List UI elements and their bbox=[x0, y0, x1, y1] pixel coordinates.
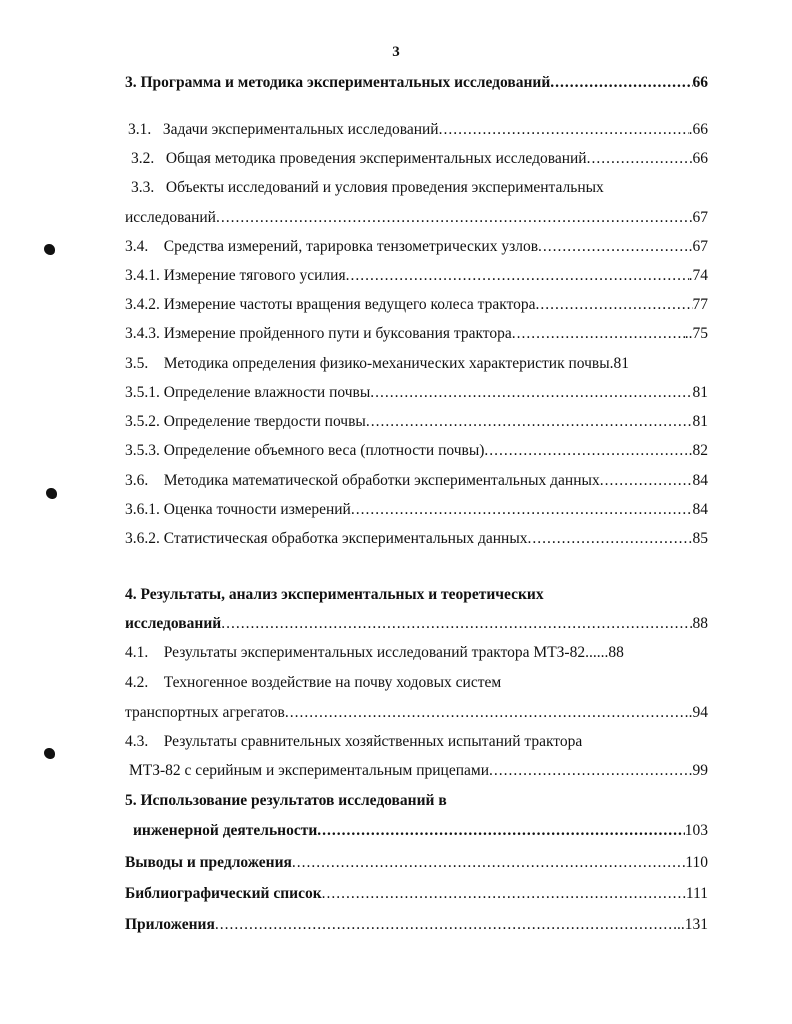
toc-leader bbox=[538, 236, 689, 258]
toc-entry-page: ...131 bbox=[673, 916, 708, 933]
toc-entry-title: 3.6.1. Оценка точности измерений bbox=[125, 501, 351, 518]
toc-entry-title: МТЗ-82 с серийным и экспериментальным прицепами bbox=[129, 762, 490, 779]
toc-leader bbox=[317, 820, 684, 842]
toc-leader bbox=[600, 470, 693, 492]
toc-entry-page: 77 bbox=[692, 296, 708, 313]
toc-entry-page: 103 bbox=[684, 822, 708, 839]
toc-entry-page: 81 bbox=[692, 413, 708, 430]
toc-entry-title: 3.1. Задачи экспериментальных исследований bbox=[128, 121, 439, 138]
toc-entry-title: Выводы и предложения bbox=[125, 854, 292, 871]
toc-entry-title: исследований bbox=[125, 209, 216, 226]
scan-mark bbox=[44, 244, 55, 255]
toc-entry bbox=[125, 72, 708, 94]
toc-entry-title: 4.3. Результаты сравнительных хозяйственных испытаний трактора bbox=[125, 733, 583, 750]
toc-entry-page: 85 bbox=[692, 530, 708, 547]
toc-entry bbox=[125, 265, 708, 287]
toc-entry-page: .99 bbox=[688, 762, 708, 779]
toc-entry bbox=[125, 642, 708, 664]
toc-entry-title: 3.5.2. Определение твердости почвы bbox=[125, 413, 366, 430]
toc-entry-page: .94 bbox=[688, 704, 708, 721]
toc-entry bbox=[125, 207, 708, 229]
toc-leader bbox=[346, 265, 689, 287]
toc-entry bbox=[125, 852, 708, 874]
toc-entry-title: 3.6. Методика математической обработки экспериментальных данных bbox=[125, 472, 600, 489]
toc-entry-title: исследований bbox=[125, 615, 222, 632]
toc-entry bbox=[125, 177, 708, 199]
toc-entry bbox=[125, 760, 708, 782]
toc-leader bbox=[366, 411, 693, 433]
toc-entry-page: 81 bbox=[692, 384, 708, 401]
toc-entry-title: 3.6.2. Статистическая обработка экспериментальных данных bbox=[125, 530, 528, 547]
toc-leader bbox=[285, 702, 689, 724]
toc-entry-page: 110 bbox=[685, 854, 708, 871]
toc-entry-title: инженерной деятельности bbox=[133, 822, 318, 839]
toc-entry bbox=[125, 236, 708, 258]
toc-entry bbox=[125, 440, 708, 462]
toc-leader bbox=[587, 148, 693, 170]
toc-entry-title: 5. Использование результатов исследований в bbox=[125, 792, 447, 809]
toc-leader bbox=[351, 499, 693, 521]
scan-mark bbox=[46, 488, 57, 499]
toc-entry-page: ......88 bbox=[585, 644, 624, 661]
toc-entry-title: Приложения bbox=[125, 916, 215, 933]
toc-entry bbox=[125, 323, 708, 345]
toc-leader bbox=[484, 440, 688, 462]
toc-entry-page: .66 bbox=[688, 121, 708, 138]
toc-entry-title: 3.5. Методика определения физико-механических характеристик почвы.81 bbox=[125, 355, 630, 372]
toc-entry bbox=[125, 702, 708, 724]
toc-entry bbox=[125, 499, 708, 521]
toc-entry bbox=[125, 672, 708, 694]
toc-entry-title: Библиографический список bbox=[125, 885, 322, 902]
toc-entry-page: 84 bbox=[692, 472, 708, 489]
toc-entry-title: 3.4.1. Измерение тягового усилия bbox=[125, 267, 346, 284]
toc-leader bbox=[215, 914, 673, 936]
toc-entry bbox=[125, 731, 708, 753]
toc-entry bbox=[125, 820, 708, 842]
toc-entry-page: .74 bbox=[688, 267, 708, 284]
toc-leader bbox=[512, 323, 685, 345]
toc-leader bbox=[322, 883, 686, 905]
toc-entry bbox=[125, 411, 708, 433]
toc-entry-page: 84 bbox=[692, 501, 708, 518]
toc-leader bbox=[370, 382, 692, 404]
toc-entry bbox=[125, 382, 708, 404]
toc-entry-title: 3.5.1. Определение влажности почвы bbox=[125, 384, 371, 401]
toc-leader bbox=[292, 852, 685, 874]
toc-entry-title: 4. Результаты, анализ экспериментальных и теоретических bbox=[125, 586, 544, 603]
toc-entry-title: 3.4.2. Измерение частоты вращения ведущего колеса трактора bbox=[125, 296, 536, 313]
toc-entry-title: 4.1. Результаты экспериментальных исследований трактора МТЗ-82 bbox=[125, 644, 586, 661]
toc-entry-page: 67 bbox=[692, 209, 708, 226]
toc-entry bbox=[125, 148, 708, 170]
toc-entry-page: .67 bbox=[688, 238, 708, 255]
toc-entry-title: 3.2. Общая методика проведения экспериментальных исследований bbox=[131, 150, 587, 167]
toc-entry-title: 3. Программа и методика экспериментальных исследований bbox=[125, 74, 551, 91]
toc-entry-page: .82 bbox=[688, 442, 708, 459]
toc-leader bbox=[489, 760, 689, 782]
toc-entry bbox=[125, 790, 708, 812]
scan-mark bbox=[44, 748, 55, 759]
toc-entry bbox=[125, 119, 708, 141]
toc-entry-title: 3.4.3. Измерение пройденного пути и буксования трактора bbox=[125, 325, 512, 342]
toc-entry-page: 88 bbox=[692, 615, 708, 632]
toc-leader bbox=[536, 294, 693, 316]
toc-entry-title: 3.3. Объекты исследований и условия проведения экспериментальных bbox=[131, 179, 604, 196]
toc-entry bbox=[125, 528, 708, 550]
toc-entry bbox=[125, 584, 708, 606]
toc-entry-title: 3.5.3. Определение объемного веса (плотности почвы) bbox=[125, 442, 485, 459]
toc-entry bbox=[125, 294, 708, 316]
toc-entry-title: транспортных агрегатов bbox=[125, 704, 285, 721]
page-number: 3 bbox=[392, 44, 400, 60]
toc-entry bbox=[125, 613, 708, 635]
toc-entry-page: ..75 bbox=[684, 325, 708, 342]
toc-entry-page: 66 bbox=[692, 74, 708, 91]
toc-leader bbox=[216, 207, 693, 229]
toc-leader bbox=[528, 528, 693, 550]
toc-leader bbox=[550, 72, 692, 94]
toc-entry-page: 111 bbox=[685, 885, 708, 902]
toc-entry-title: 3.4. Средства измерений, тарировка тензометрических узлов bbox=[125, 238, 539, 255]
toc-entry-page: 66 bbox=[692, 150, 708, 167]
toc-leader bbox=[439, 119, 689, 141]
toc-entry bbox=[125, 914, 708, 936]
toc-entry bbox=[125, 353, 708, 375]
toc-leader bbox=[221, 613, 692, 635]
toc-entry bbox=[125, 470, 708, 492]
toc-entry-title: 4.2. Техногенное воздействие на почву ходовых систем bbox=[125, 674, 502, 691]
toc-entry bbox=[125, 883, 708, 905]
